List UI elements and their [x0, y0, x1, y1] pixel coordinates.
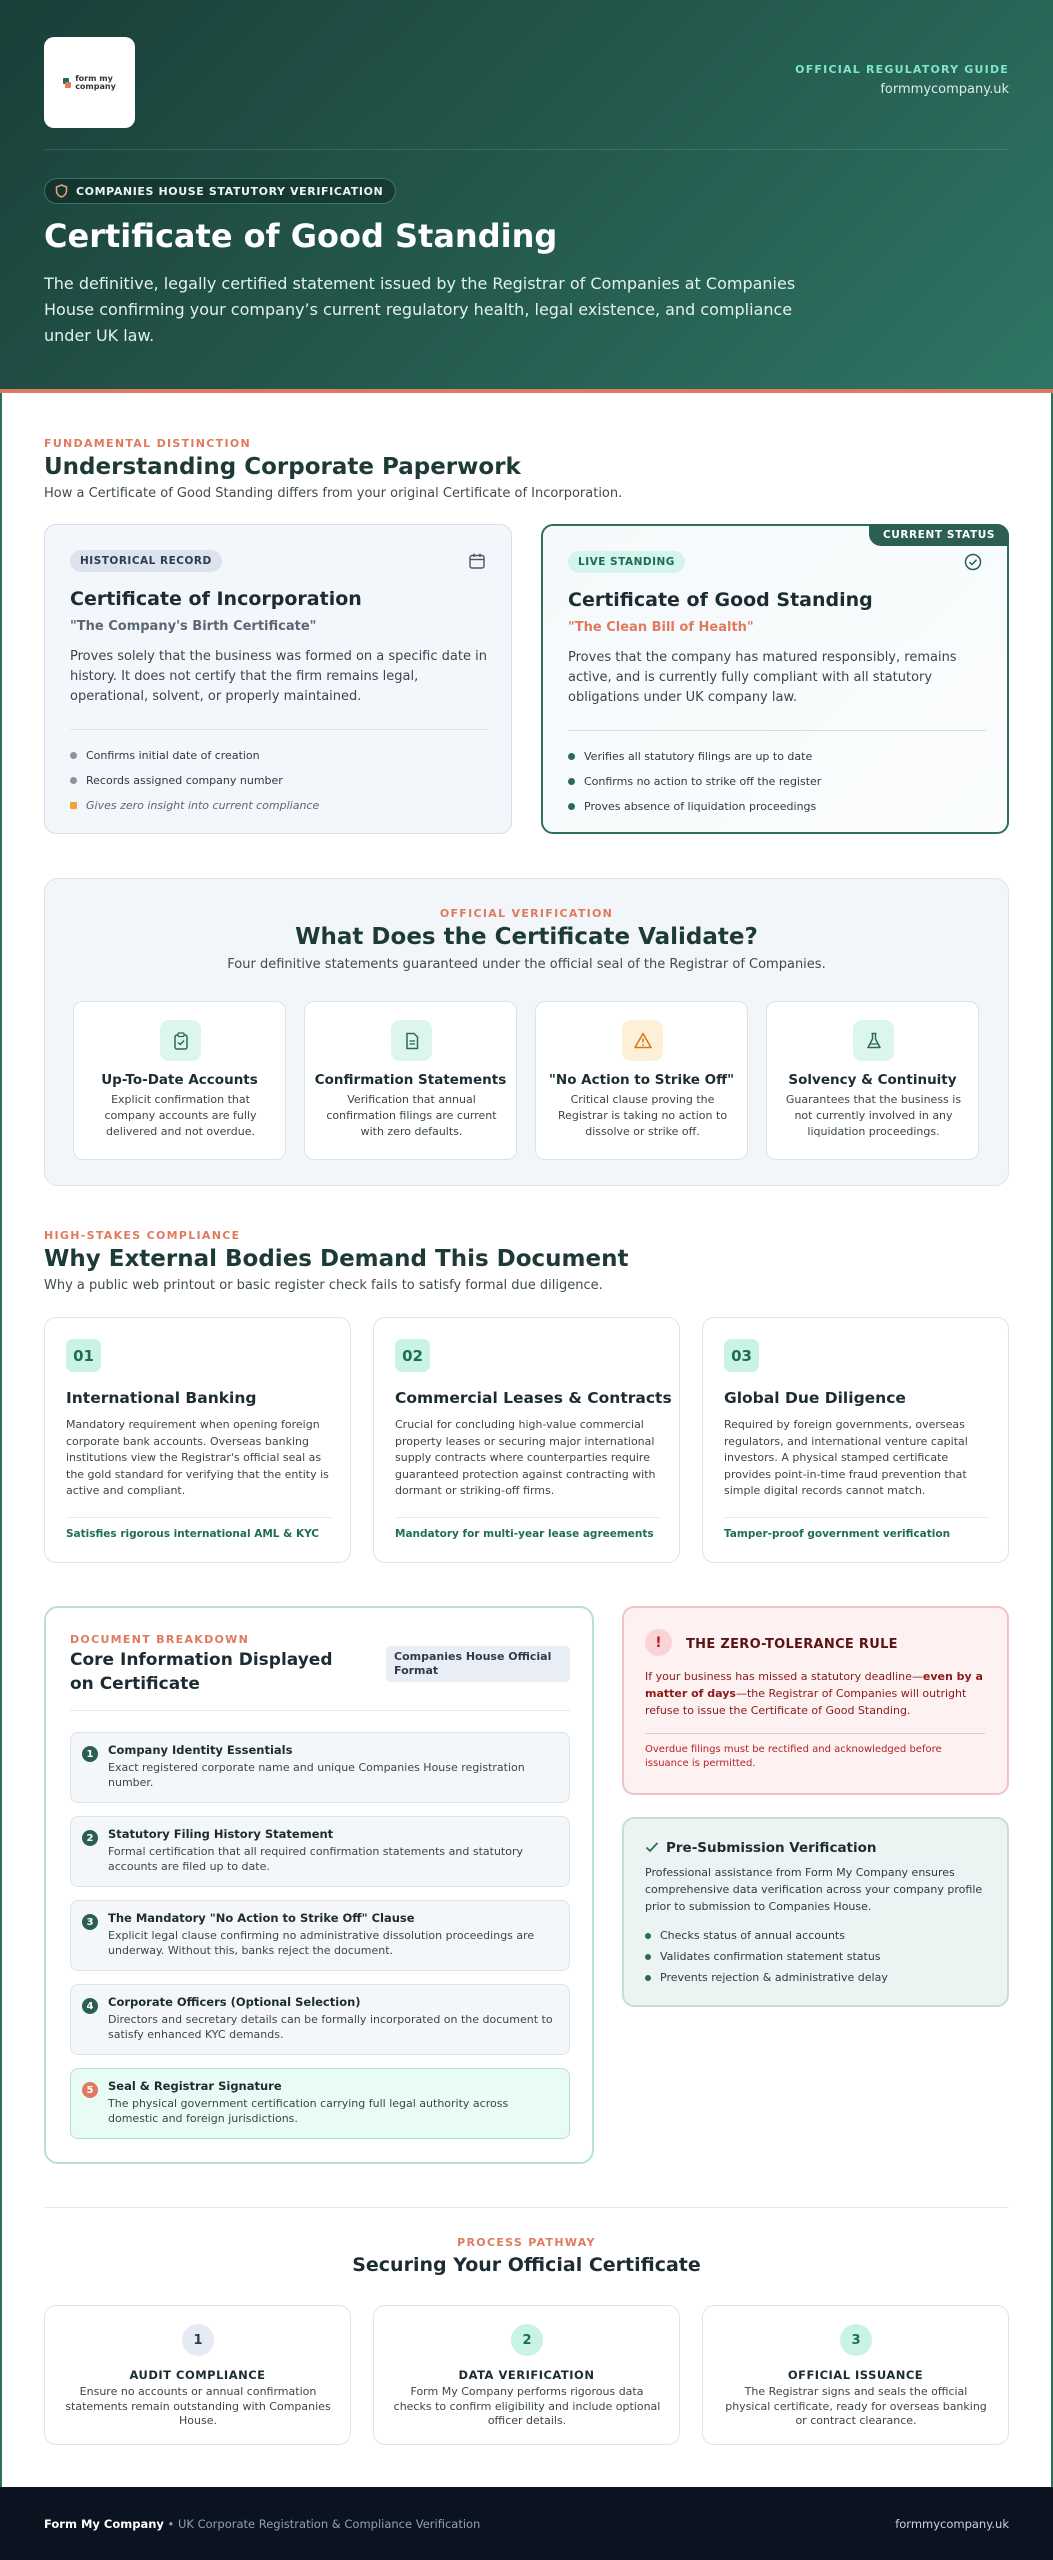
validate-card-title: "No Action to Strike Off" — [548, 1072, 735, 1088]
point-text: Confirms no action to strike off the register — [584, 775, 822, 788]
distinction-subtitle: How a Certificate of Good Standing differs from your original Certificate of Incorporation. — [44, 486, 623, 501]
item-text: Formal certification that all required confirmation statements and statutory accounts are filed up to date. — [108, 1845, 523, 1873]
guide-label: OFFICIAL REGULATORY GUIDE — [795, 63, 1009, 76]
text-emphasis: even by a matter of days — [645, 1670, 983, 1700]
alert-icon: ! — [645, 1629, 672, 1656]
item-text: The physical government certification carrying full legal authority across domestic and foreign jurisdictions. — [108, 2097, 509, 2125]
point-text: Validates confirmation statement status — [660, 1950, 881, 1963]
bullet-icon — [70, 752, 77, 759]
demand-card-footer: Mandatory for multi-year lease agreements — [395, 1528, 654, 1540]
incorporation-points — [70, 743, 319, 818]
warning-bullet-icon — [70, 802, 77, 809]
validate-section — [44, 878, 1009, 1186]
presubmission-points — [645, 1925, 888, 1988]
item-title: Seal & Registrar Signature — [108, 2079, 282, 2093]
good-standing-title: Certificate of Good Standing — [568, 589, 873, 611]
incorporation-divider — [70, 729, 488, 730]
footer-brand-line — [44, 2517, 480, 2531]
step-number: 1 — [182, 2324, 214, 2356]
demand-kicker: HIGH-STAKES COMPLIANCE — [44, 1229, 241, 1242]
validate-card-text: Guarantees that the business is not currently involved in any liquidation proceedings. — [785, 1093, 962, 1138]
list-item — [645, 1967, 888, 1988]
text-part: —the Registrar of Companies will outright refuse to issue the Certificate of Good Standing. — [645, 1687, 967, 1717]
incorporation-card — [44, 524, 512, 834]
step-title: DATA VERIFICATION — [458, 2368, 595, 2382]
distinction-title: Understanding Corporate Paperwork — [44, 454, 521, 480]
process-title: Securing Your Official Certificate — [352, 2254, 701, 2276]
process-divider — [44, 2207, 1009, 2208]
list-item — [568, 744, 821, 769]
validate-subtitle: Four definitive statements guaranteed under the official seal of the Registrar of Companies. — [227, 957, 826, 972]
flask-icon — [866, 1032, 882, 1050]
process-step-verification — [373, 2305, 680, 2445]
validate-card-title: Up-To-Date Accounts — [101, 1072, 258, 1088]
demand-divider — [395, 1517, 661, 1518]
step-number: 3 — [840, 2324, 872, 2356]
site-link[interactable]: formmycompany.uk — [880, 82, 1009, 97]
validate-icon-wrap — [853, 1020, 894, 1061]
distinction-kicker: FUNDAMENTAL DISTINCTION — [44, 437, 252, 450]
demand-card-due-diligence — [702, 1317, 1009, 1563]
list-item — [70, 768, 319, 793]
footer-site-link[interactable]: formmycompany.uk — [895, 2517, 1009, 2531]
step-number: 2 — [511, 2324, 543, 2356]
point-text: Checks status of annual accounts — [660, 1929, 845, 1942]
document-icon — [404, 1032, 420, 1050]
demand-subtitle: Why a public web printout or basic register check fails to satisfy formal due diligence. — [44, 1278, 603, 1293]
calendar-icon — [468, 552, 486, 570]
item-number: 4 — [82, 1998, 98, 2014]
bullet-icon — [568, 778, 575, 785]
company-logo[interactable] — [44, 37, 135, 128]
live-standing-tag: LIVE STANDING — [568, 551, 685, 573]
check-circle-icon — [964, 553, 982, 571]
bullet-icon — [70, 777, 77, 784]
logo-text-line-1: form my — [75, 73, 113, 83]
checkmark-icon — [645, 1841, 659, 1853]
demand-card-footer: Satisfies rigorous international AML & KYC — [66, 1528, 320, 1540]
verification-pill — [44, 178, 396, 204]
shield-icon — [55, 184, 68, 198]
validate-card-text: Explicit confirmation that company accounts are fully delivered and not overdue. — [104, 1093, 257, 1138]
validate-title: What Does the Certificate Validate? — [295, 924, 758, 950]
footer-tagline: • UK Corporate Registration & Compliance Verification — [163, 2517, 481, 2531]
breakdown-item — [70, 1900, 570, 1971]
point-text: Verifies all statutory filings are up to date — [584, 750, 813, 763]
guide-label-block — [795, 63, 1009, 97]
validate-card-title: Solvency & Continuity — [788, 1072, 957, 1088]
current-status-badge: CURRENT STATUS — [869, 524, 1009, 546]
breakdown-item — [70, 1984, 570, 2055]
list-item — [70, 743, 319, 768]
item-number: 2 — [82, 1830, 98, 1846]
demand-card-footer: Tamper-proof government verification — [724, 1528, 951, 1540]
breakdown-title: Core Information Displayed on Certificate — [70, 1650, 333, 1694]
list-item — [568, 769, 821, 794]
demand-card-text: Mandatory requirement when opening foreign corporate bank accounts. Overseas banking institutions view the Registrar's official seal as the gold standard for verifying that the entity is active and compliant. — [66, 1418, 329, 1497]
validate-card-accounts — [73, 1001, 286, 1160]
demand-number: 03 — [724, 1339, 759, 1372]
official-format-badge: Companies House Official Format — [386, 1646, 570, 1682]
list-item — [70, 793, 319, 818]
list-item — [568, 794, 821, 819]
item-text: Directors and secretary details can be formally incorporated on the document to satisfy enhanced KYC demands. — [108, 2013, 553, 2041]
item-title: Company Identity Essentials — [108, 1743, 293, 1757]
step-text: The Registrar signs and seals the official physical certificate, ready for overseas banking or contract clearance. — [725, 2385, 987, 2427]
breakdown-item — [70, 1732, 570, 1803]
page-intro: The definitive, legally certified statement issued by the Registrar of Companies at Companies House confirming your company’s current regulatory health, legal existence, and compliance under UK law. — [44, 274, 796, 345]
item-number: 1 — [82, 1746, 98, 1762]
item-title: Statutory Filing History Statement — [108, 1827, 334, 1841]
validate-card-strike-off — [535, 1001, 748, 1160]
item-text: Exact registered corporate name and unique Companies House registration number. — [108, 1761, 525, 1789]
demand-number: 01 — [66, 1339, 101, 1372]
process-step-audit — [44, 2305, 351, 2445]
pill-label: COMPANIES HOUSE STATUTORY VERIFICATION — [76, 184, 384, 198]
bullet-icon — [645, 1954, 651, 1960]
demand-number: 02 — [395, 1339, 430, 1372]
validate-kicker: OFFICIAL VERIFICATION — [439, 907, 614, 920]
point-text: Confirms initial date of creation — [86, 749, 260, 762]
validate-icon-wrap — [391, 1020, 432, 1061]
process-step-issuance — [702, 2305, 1009, 2445]
validate-card-text: Critical clause proving the Registrar is taking no action to dissolve or strike off. — [557, 1093, 728, 1138]
incorporation-title: Certificate of Incorporation — [70, 588, 362, 610]
logo-text-line-2: company — [75, 81, 116, 91]
bullet-icon — [645, 1975, 651, 1981]
validate-icon-wrap — [160, 1020, 201, 1061]
incorporation-nickname: "The Company's Birth Certificate" — [70, 619, 317, 634]
validate-card-text: Verification that annual confirmation filings are current with zero defaults. — [326, 1093, 497, 1138]
step-text: Form My Company performs rigorous data checks to confirm eligibility and include optional officer details. — [393, 2385, 661, 2427]
step-title: AUDIT COMPLIANCE — [129, 2368, 266, 2382]
step-title: OFFICIAL ISSUANCE — [787, 2368, 924, 2382]
document-breakdown-card — [44, 1606, 594, 2164]
zero-tolerance-divider — [645, 1733, 985, 1734]
zero-tolerance-title: THE ZERO-TOLERANCE RULE — [686, 1637, 898, 1652]
demand-divider — [724, 1517, 990, 1518]
bullet-icon — [645, 1933, 651, 1939]
good-standing-points — [568, 744, 821, 819]
breakdown-divider — [70, 1710, 570, 1711]
point-text: Prevents rejection & administrative delay — [660, 1971, 888, 1984]
demand-card-text: Required by foreign governments, overseas regulators, and international venture capital investors. A physical stamped certificate provides point-in-time fraud prevention that simple digital records cannot match. — [724, 1418, 968, 1497]
item-number: 5 — [82, 2082, 98, 2098]
hero-header — [0, 0, 1053, 393]
bullet-icon — [568, 803, 575, 810]
zero-tolerance-text — [645, 1668, 985, 1719]
item-text: Explicit legal clause confirming no administrative dissolution proceedings are underway. Without this, banks reject the document. — [108, 1929, 535, 1957]
demand-card-title: International Banking — [66, 1389, 257, 1407]
item-title: The Mandatory "No Action to Strike Off" Clause — [108, 1911, 415, 1925]
list-item — [645, 1946, 888, 1967]
good-standing-card — [541, 524, 1009, 834]
item-title: Corporate Officers (Optional Selection) — [108, 1995, 361, 2009]
presubmission-text: Professional assistance from Form My Company ensures comprehensive data verification across your company profile prior to submission to Companies House. — [645, 1866, 983, 1913]
breakdown-item-seal — [70, 2068, 570, 2139]
page-title: Certificate of Good Standing — [44, 217, 558, 255]
validate-card-title: Confirmation Statements — [314, 1072, 507, 1088]
point-text: Gives zero insight into current compliance — [86, 799, 320, 812]
historical-record-tag: HISTORICAL RECORD — [70, 550, 222, 572]
logo-text — [75, 75, 116, 91]
footer-brand[interactable]: Form My Company — [44, 2517, 164, 2531]
demand-card-title: Commercial Leases & Contracts — [395, 1389, 672, 1407]
presubmission-card — [622, 1817, 1009, 2007]
item-number: 3 — [82, 1914, 98, 1930]
text-part: If your business has missed a statutory deadline— — [645, 1670, 923, 1683]
demand-card-leases — [373, 1317, 680, 1563]
list-item — [645, 1925, 888, 1946]
demand-title: Why External Bodies Demand This Document — [44, 1246, 629, 1272]
incorporation-description: Proves solely that the business was formed on a specific date in history. It does not certify that the firm remains legal, operational, solvent, or properly maintained. — [70, 649, 487, 704]
demand-divider — [66, 1517, 332, 1518]
step-text: Ensure no accounts or annual confirmation statements remain outstanding with Companies House. — [65, 2385, 331, 2427]
bullet-icon — [568, 753, 575, 760]
validate-card-solvency — [766, 1001, 979, 1160]
zero-tolerance-footer: Overdue filings must be rectified and acknowledged before issuance is permitted. — [645, 1744, 942, 1769]
process-kicker: PROCESS PATHWAY — [457, 2236, 596, 2249]
header-divider — [44, 149, 1009, 150]
breakdown-kicker: DOCUMENT BREAKDOWN — [70, 1633, 250, 1646]
point-text: Proves absence of liquidation proceedings — [584, 800, 817, 813]
good-standing-divider — [568, 730, 986, 731]
warning-icon — [634, 1032, 652, 1049]
clipboard-check-icon — [173, 1032, 189, 1050]
demand-card-text: Crucial for concluding high-value commercial property leases or securing major international supply contracts where counterparties require guaranteed protection against contracting with dormant or striking-off firms. — [395, 1418, 656, 1497]
breakdown-item — [70, 1816, 570, 1887]
demand-card-title: Global Due Diligence — [724, 1389, 906, 1407]
point-text: Records assigned company number — [86, 774, 283, 787]
validate-card-confirmation — [304, 1001, 517, 1160]
presubmission-title: Pre-Submission Verification — [666, 1840, 877, 1856]
demand-card-banking — [44, 1317, 351, 1563]
logo-mark-icon — [63, 78, 71, 88]
good-standing-description: Proves that the company has matured responsibly, remains active, and is currently fully compliant with all statutory obligations under UK company law. — [568, 650, 957, 705]
site-footer — [0, 2487, 1053, 2560]
validate-icon-wrap — [622, 1020, 663, 1061]
zero-tolerance-card — [622, 1606, 1009, 1795]
good-standing-nickname: "The Clean Bill of Health" — [568, 620, 754, 635]
